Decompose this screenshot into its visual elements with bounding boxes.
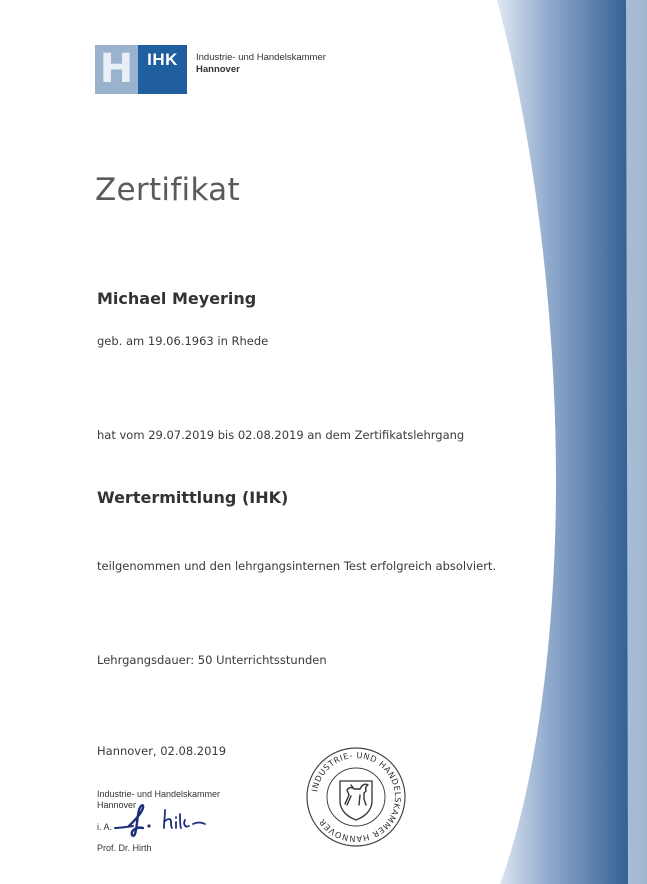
handwritten-signature	[113, 798, 218, 838]
course-title: Wertermittlung (IHK)	[97, 488, 289, 507]
signer-name: Prof. Dr. Hirth	[97, 843, 152, 853]
place-date: Hannover, 02.08.2019	[97, 744, 227, 758]
seal-text: INDUSTRIE- UND HANDELSKAMMER HANNOVER	[309, 749, 404, 845]
horse-emblem-icon	[340, 781, 372, 820]
logo-abbr: IHK	[147, 50, 178, 69]
ihk-logo	[95, 45, 187, 94]
duration-line: Lehrgangsdauer: 50 Unterrichtsstunden	[97, 653, 327, 667]
logo-org-name	[196, 52, 326, 76]
signature-org-line2: Hannover	[97, 800, 137, 810]
official-seal	[304, 745, 408, 849]
signature-ia: i. A.	[97, 822, 113, 832]
logo-org-line2: Hannover	[196, 64, 240, 75]
result-line: teilgenommen und den lehrgangsinternen Test erfolgreich absolviert.	[97, 559, 497, 573]
certificate-title: Zertifikat	[95, 172, 240, 208]
signature-org-line1: Industrie- und Handelskammer	[97, 789, 221, 799]
logo-h-letter: H	[99, 46, 134, 92]
recipient-name: Michael Meyering	[97, 289, 257, 308]
period-line: hat vom 29.07.2019 bis 02.08.2019 an dem Zertifikatslehrgang	[97, 428, 465, 442]
birth-line: geb. am 19.06.1963 in Rhede	[97, 334, 269, 348]
logo-org-line1: Industrie- und Handelskammer	[196, 52, 326, 63]
